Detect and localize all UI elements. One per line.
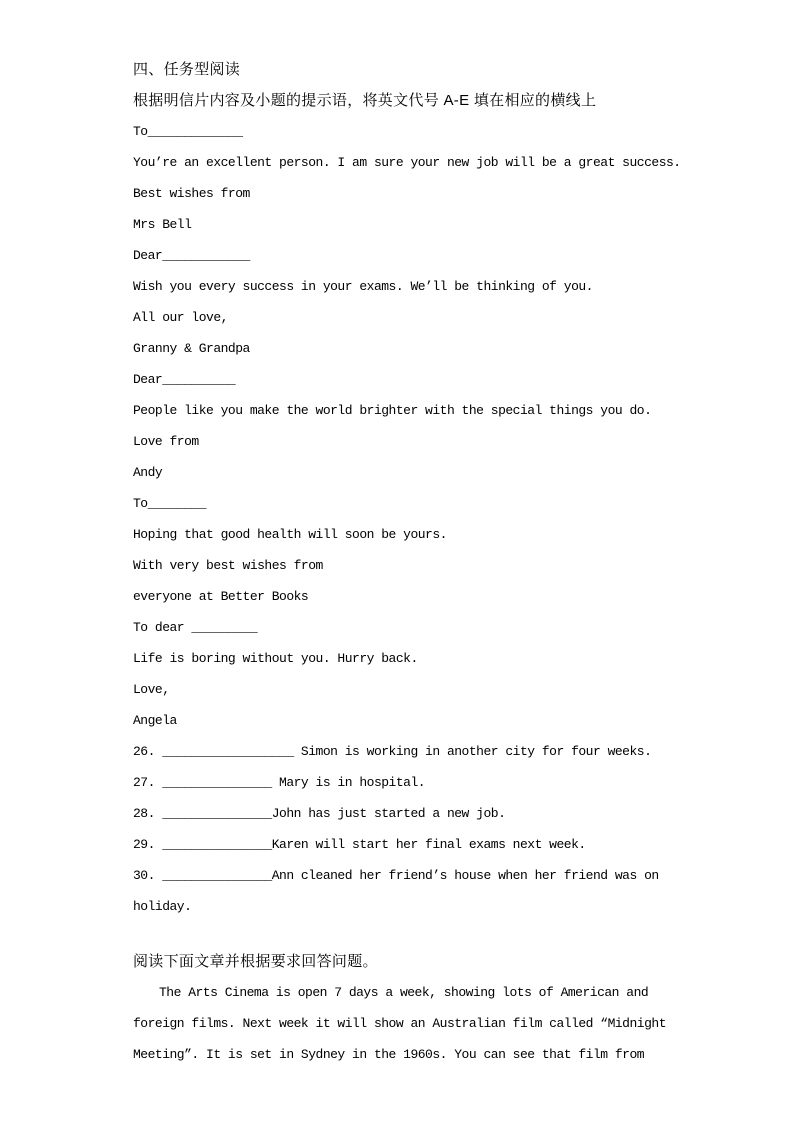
postcard-address: To________ bbox=[133, 496, 207, 511]
question-28: 28. _______________John has just started a new job. bbox=[133, 806, 506, 821]
passage-line: foreign films. Next week it will show an Australian film called “Midnight bbox=[133, 1016, 666, 1031]
question-30-continuation: holiday. bbox=[133, 899, 192, 914]
postcard-address: Dear____________ bbox=[133, 248, 250, 263]
postcard-message: You’re an excellent person. I am sure your new job will be a great success. bbox=[133, 155, 681, 170]
postcard-message: Life is boring without you. Hurry back. bbox=[133, 651, 418, 666]
task-instruction: 根据明信片内容及小题的提示语，将英文代号 A-E 填在相应的横线上 bbox=[133, 92, 597, 109]
postcard-message: Hoping that good health will soon be yours. bbox=[133, 527, 447, 542]
postcard-address: Dear__________ bbox=[133, 372, 236, 387]
postcard bbox=[133, 488, 676, 612]
postcard-signature: Andy bbox=[133, 465, 163, 480]
postcard-message: Wish you every success in your exams. We’ll be thinking of you. bbox=[133, 279, 593, 294]
question-27: 27. _______________ Mary is in hospital. bbox=[133, 775, 426, 790]
postcard-address: To_____________ bbox=[133, 124, 243, 139]
postcard-closing: All our love, bbox=[133, 310, 228, 325]
postcard-signature: Mrs Bell bbox=[133, 217, 192, 232]
postcard-address: To dear _________ bbox=[133, 620, 258, 635]
postcard-message: People like you make the world brighter with the special things you do. bbox=[133, 403, 652, 418]
passage-line: Meeting”. It is set in Sydney in the 1960s. You can see that film from bbox=[133, 1047, 645, 1062]
reading-passage bbox=[133, 977, 676, 1070]
postcard-signature: Angela bbox=[133, 713, 177, 728]
question-list bbox=[133, 736, 676, 922]
passage-line: The Arts Cinema is open 7 days a week, showing lots of American and bbox=[159, 985, 649, 1000]
postcard-closing: Love from bbox=[133, 434, 199, 449]
question-26: 26. __________________ Simon is working in another city for four weeks. bbox=[133, 744, 652, 759]
postcard bbox=[133, 612, 676, 736]
postcard-signature: Granny & Grandpa bbox=[133, 341, 250, 356]
postcard bbox=[133, 364, 676, 488]
postcard-closing: Best wishes from bbox=[133, 186, 250, 201]
postcard-signature: everyone at Better Books bbox=[133, 589, 309, 604]
question-29: 29. _______________Karen will start her final exams next week. bbox=[133, 837, 586, 852]
postcard-closing: Love, bbox=[133, 682, 170, 697]
postcard bbox=[133, 116, 681, 240]
reading-instruction: 阅读下面文章并根据要求回答问题。 bbox=[133, 953, 378, 970]
section-title: 四、任务型阅读 bbox=[133, 61, 241, 78]
blank-gap bbox=[133, 922, 676, 946]
postcard-closing: With very best wishes from bbox=[133, 558, 323, 573]
postcard bbox=[133, 240, 676, 364]
question-30: 30. _______________Ann cleaned her friend’s house when her friend was on bbox=[133, 868, 659, 883]
